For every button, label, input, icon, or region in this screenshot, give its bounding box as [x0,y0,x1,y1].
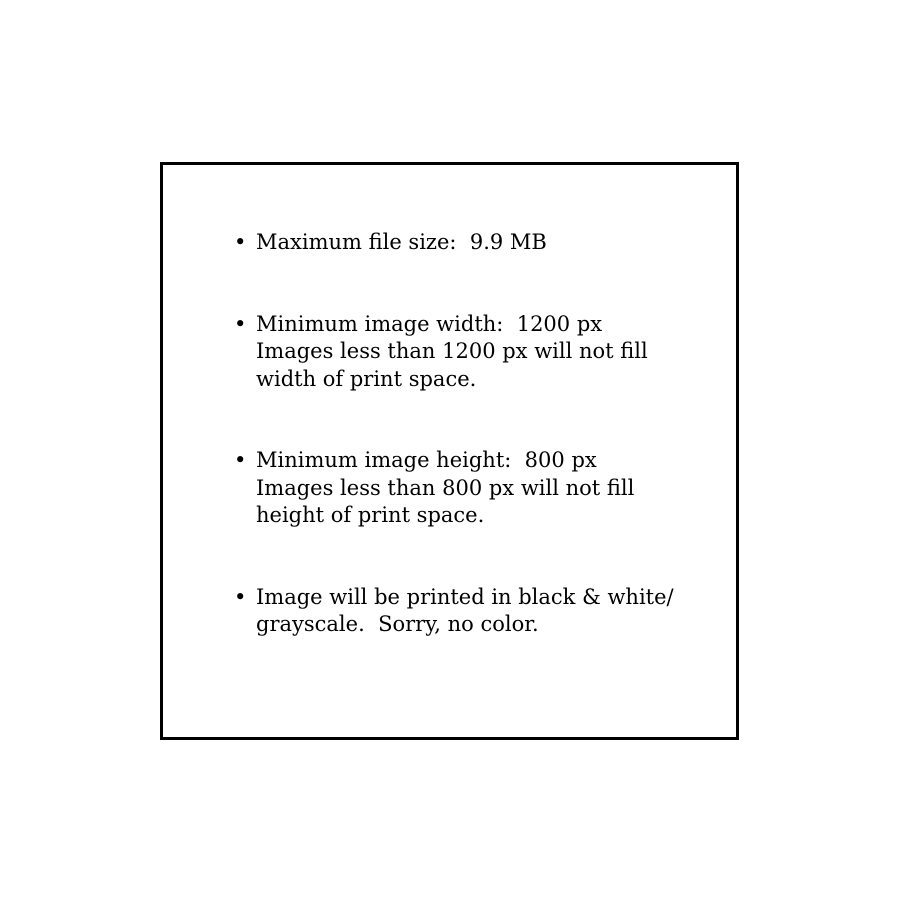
text-line: Minimum image width: 1200 px [256,311,603,336]
list-item [234,229,726,257]
bullet-icon: • [234,584,247,609]
bullet-icon: • [234,230,247,254]
text-line: Minimum image height: 800 px [256,448,597,472]
text-line: Images less than 800 px will not fill [256,475,635,500]
min-height-text [256,447,726,530]
text-line: width of print space. [256,366,477,391]
text-line: Image will be printed in black & white/ [256,584,674,609]
list-item [234,584,726,639]
text-line: height of print space. [256,503,485,527]
min-width-text [256,311,726,394]
max-file-size-text [256,229,726,257]
bullet-icon: • [234,448,247,472]
grayscale-text [256,584,726,639]
requirements-card [160,162,739,740]
text-line: Maximum file size: 9.9 MB [256,230,547,254]
bullet-icon: • [234,311,247,336]
text-line: Images less than 1200 px will not fill [256,339,648,363]
list-item [234,311,726,394]
text-line: grayscale. Sorry, no color. [256,612,539,636]
list-item [234,447,726,530]
requirements-list [234,229,726,639]
